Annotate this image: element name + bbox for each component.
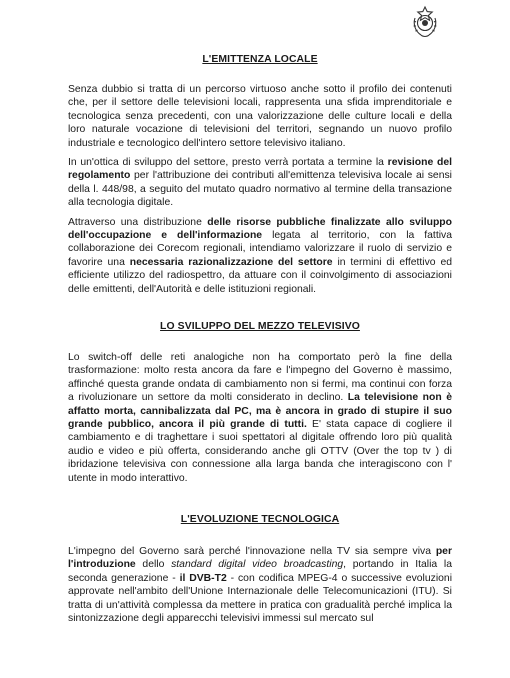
text-run: - con codifica MPEG-4 o successive evoluzioni approvate nell'ambito dell'Unione Internazionale delle Telecomunicazioni (ITU). Si tratta di un'attività complessa da mettere in pratica con gradualità perché implica la sintonizzazione degli apparecchi televisivi immessi sul mercato sul [68, 572, 453, 625]
paragraph [68, 216, 452, 296]
section-heading: L'EMITTENZA LOCALE [202, 54, 318, 65]
section-evoluzione-tecnologica [68, 513, 452, 631]
text-run: legata al territorio, con la fattiva collaborazione dei Corecom regionali, intendiamo valorizzare il ruolo di servizio e favorire una [68, 230, 452, 268]
paragraph [68, 545, 452, 625]
text-run: , portando in Italia la seconda generazione - [68, 559, 452, 584]
bold-text: per l'introduzione [68, 546, 452, 571]
text-run: Lo switch-off delle reti analogiche non ha comportato però la fine della trasformazione: molto resta ancora da fare e l'impegno del Governo è massimo, affinché questa grande ondata di cambiamento non si fermi, ma continui con forza a rivoluzionare un settore da molti considerato in declino. [68, 352, 452, 404]
section-heading: L'EVOLUZIONE TECNOLOGICA [180, 514, 340, 525]
bold-text: La televisione non è affatto morta, cannibalizzata dal PC, ma è ancora in grado di stupire il suo grande pubblico, ancora il più grande di tutti. [68, 392, 452, 431]
section-heading: LO SVILUPPO DEL MEZZO TELEVISIVO [160, 321, 360, 332]
paragraph [68, 83, 452, 150]
text-run: Senza dubbio si tratta di un percorso virtuoso anche sotto il profilo dei contenuti che, per il settore delle televisioni locali, rappresenta una sfida imprenditoriale e tecnologica senza precedenti, con una valorizzazione delle culture locali e della loro naturale vocazione di televisioni del territori, segnando un nuovo profilo industriale e tecnologico dell'intero settore televisivo italiano. [68, 84, 452, 149]
text-run: E' stata capace di cogliere il cambiamento e di traghettare i suoi spettatori al digitale offrendo loro più qualità audio e video e più offerta, considerando anche gli OTTV (Over the top tv ) di ibridazione televisiva con connessione alla larga banda che interagiscono con l' utente in modo interattivo. [68, 419, 452, 484]
section-emittenza-locale [68, 53, 452, 302]
paragraph [68, 351, 452, 485]
paragraph [68, 156, 452, 210]
text-run: L'impegno del Governo sarà perché l'innovazione nella TV sia sempre viva [68, 546, 436, 557]
republic-emblem-icon [410, 4, 440, 38]
section-sviluppo-mezzo-televisivo [68, 320, 452, 491]
bold-text: revisione del regolamento [68, 157, 453, 182]
bold-text: necessaria razionalizzazione del settore [129, 256, 333, 268]
text-run: dello [135, 559, 172, 571]
bold-text: il DVB-T2 [179, 572, 227, 584]
text-run: Attraverso una distribuzione [68, 216, 208, 228]
text-run: per l'attribuzione dei contributi all'emittenza televisiva locale ai sensi della l. 448/98, a seguito del mutato quadro normativo al termine della transazione alla tecnologia digitale. [68, 170, 452, 209]
text-run: in termini di effettivo ed efficiente utilizzo del radiospettro, da attuare con il coinvolgimento di associazioni delle emittenti, dell'Autorità e delle istituzioni regionali. [68, 256, 452, 295]
italic-text: standard digital video broadcasting [171, 559, 344, 571]
bold-text: delle risorse pubbliche finalizzate allo sviluppo dell'occupazione e dell'informazione [68, 216, 452, 242]
text-run: In un'ottica di sviluppo del settore, presto verrà portata a termine la [68, 157, 388, 169]
